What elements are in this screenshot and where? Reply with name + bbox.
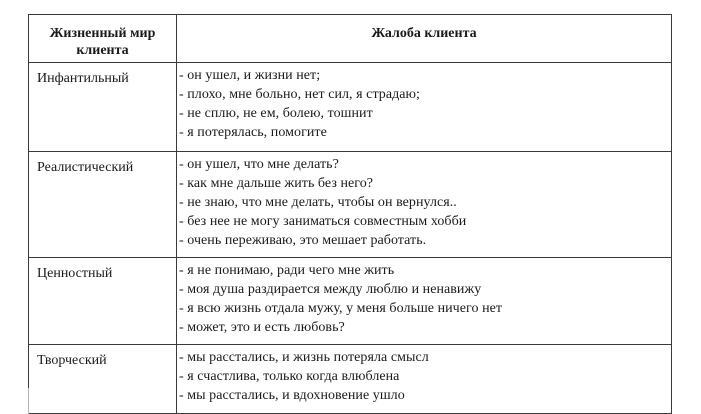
life-world-cell: Ценностный: [29, 258, 177, 345]
life-world-cell: Инфантильный: [29, 63, 177, 152]
header-complaint: Жалоба клиента: [177, 15, 672, 63]
complaint-line: - я всю жизнь отдала мужу, у меня больше ничего нет: [179, 301, 503, 316]
complaint-line: - без нее не могу заниматься совместным хобби: [179, 214, 467, 229]
table-row: [29, 63, 672, 152]
complaint-line: - он ушел, и жизни нет;: [179, 68, 321, 83]
complaints-cell: [177, 63, 672, 152]
complaint-line: - не знаю, что мне делать, чтобы он вернулся..: [179, 195, 457, 210]
complaint-line: - я потерялась, помогите: [179, 125, 327, 140]
life-world-cell: Творческий: [29, 345, 177, 414]
complaint-line: - не сплю, не ем, болею, тошнит: [179, 106, 373, 121]
complaint-line: - как мне дальше жить без него?: [179, 176, 374, 191]
table-row: [29, 152, 672, 258]
table-header-row: [29, 15, 672, 63]
table-row: [29, 345, 672, 414]
table-row: [29, 258, 672, 345]
life-world-cell: Реалистический: [29, 152, 177, 258]
complaint-line: - плохо, мне больно, нет сил, я страдаю;: [179, 87, 420, 102]
complaints-cell: [177, 152, 672, 258]
complaint-line: - очень переживаю, это мешает работать.: [179, 233, 427, 248]
life-world-table: [28, 14, 672, 414]
complaint-line: - я счастлива, только когда влюблена: [179, 369, 400, 384]
page-edge-line: [28, 388, 29, 414]
complaint-line: - моя душа раздирается между люблю и ненавижу: [179, 282, 482, 297]
complaint-line: - мы расстались, и вдохновение ушло: [179, 388, 405, 403]
complaint-line: - может, это и есть любовь?: [179, 320, 345, 335]
complaint-line: - он ушел, что мне делать?: [179, 157, 339, 172]
complaint-line: - мы расстались, и жизнь потеряла смысл: [179, 350, 429, 365]
header-life-world: Жизненный мир клиента: [29, 15, 177, 63]
complaints-cell: [177, 258, 672, 345]
complaint-line: - я не понимаю, ради чего мне жить: [179, 263, 395, 278]
complaints-cell: [177, 345, 672, 414]
